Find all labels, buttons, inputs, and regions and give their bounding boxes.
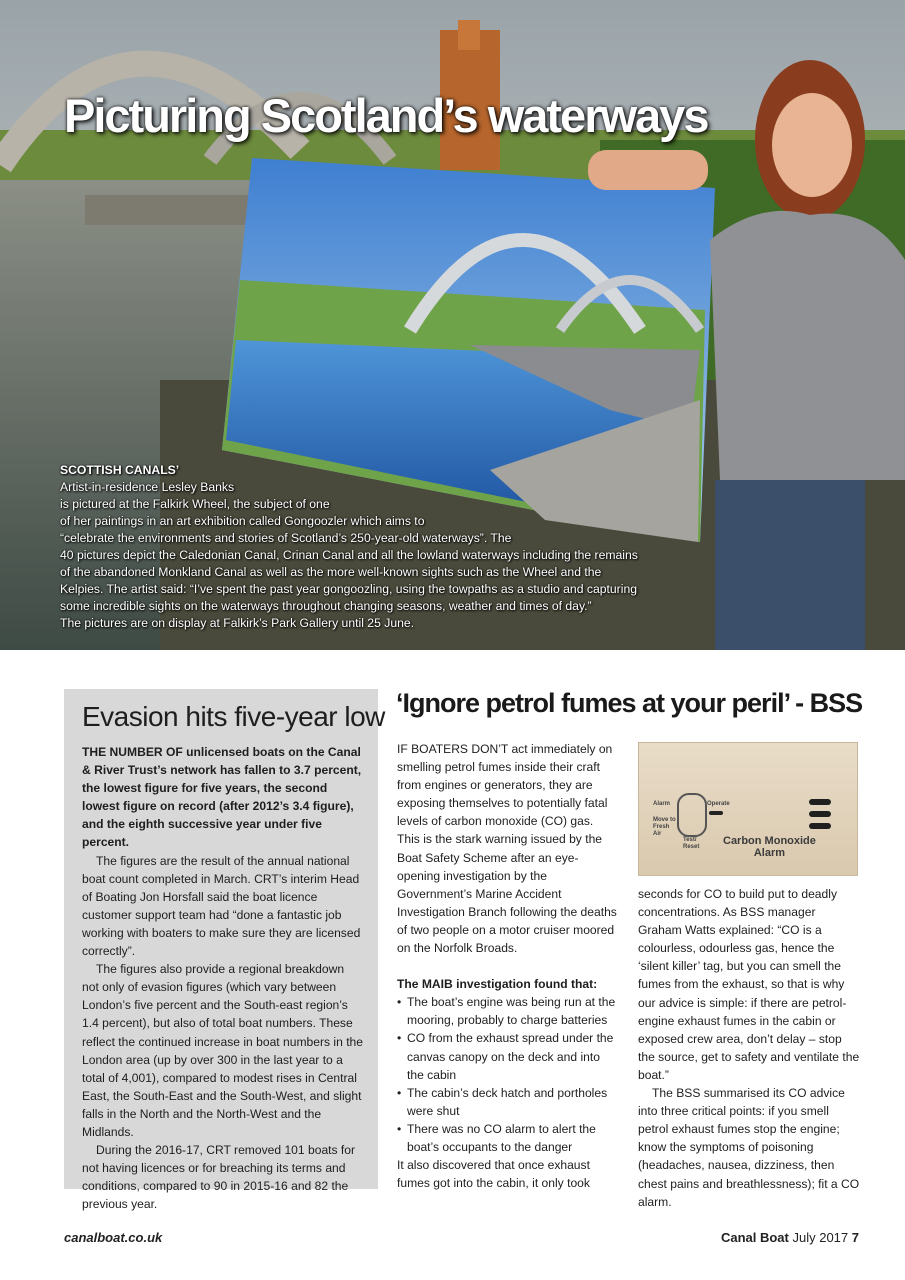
caption-line: 40 pictures depict the Caledonian Canal, Crinan Canal and all the lowland waterways including the remains: [60, 548, 638, 562]
caption-line: “celebrate the environments and stories of Scotland’s 250-year-old waterways”. The: [60, 531, 512, 545]
alarm-brand-line1: Carbon Monoxide: [723, 835, 816, 847]
led-icon: [709, 811, 723, 815]
bss-after-list: It also discovered that once exhaust fumes got into the cabin, it only took: [397, 1158, 590, 1191]
evasion-lead-caps: THE NUMBER OF: [82, 745, 183, 759]
caption-line: Kelpies. The artist said: “I’ve spent the past year gongoozling, using the towpaths as a studio and capturing: [60, 582, 638, 596]
evasion-paragraph: The figures also provide a regional breakdown not only of evasion figures (which vary between London’s five percent and the South-east region’s 1.4 percent), but also of total boat numbers. These reflect the continued increase in boat numbers in the London area (up by over 300 in the last year to a total of 4,001), compared to modest rises in Central East, the South-East and the South-West, and slight falls in the North and the North-West and the Midlands.: [82, 962, 364, 1139]
page-footer: [721, 1230, 859, 1245]
caption-line: of her paintings in an art exhibition called Gongoozler which aims to: [60, 514, 425, 528]
findings-heading: The MAIB investigation found that:: [397, 977, 598, 992]
move-label: Move to Fresh Air: [653, 817, 676, 837]
evasion-lead-rest: unlicensed boats on the Canal & River Trust’s network has fallen to 3.7 percent, the lowest figure for five years, the second lowest figure on record (after 2012’s 3.4 figure), and the eighth successive year under five percent.: [82, 745, 362, 850]
bss-title: ‘Ignore petrol fumes at your peril’ - BSS: [396, 688, 863, 718]
bss-column-2: [638, 885, 860, 1211]
alarm-brand: [723, 835, 816, 859]
list-item: • The boat’s engine was being run at the mooring, probably to charge batteries: [397, 993, 619, 1029]
evasion-lead: [82, 743, 364, 852]
list-item: • The cabin’s deck hatch and portholes were shut: [397, 1084, 619, 1120]
site-url: canalboat.co.uk: [64, 1230, 163, 1245]
alarm-button-icon: [677, 793, 707, 837]
page-number: 7: [851, 1230, 859, 1245]
alarm-brand-line2: Alarm: [753, 847, 786, 859]
headline: Picturing Scotland’s waterways: [64, 89, 708, 142]
list-item: • There was no CO alarm to alert the boat’s occupants to the danger: [397, 1120, 619, 1156]
evasion-body: [82, 743, 364, 1213]
evasion-title: Evasion hits five-year low: [82, 701, 385, 732]
caption-line: some incredible sights on the waterways throughout changing seasons, weather and times of day.”: [60, 599, 592, 613]
caption-line: of the abandoned Monkland Canal as well as the more well-known sights such as the Wheel and the: [60, 565, 602, 579]
caption-lead: SCOTTISH CANALS’: [60, 463, 180, 477]
photo-caption: [60, 462, 650, 632]
evasion-sidebar: [64, 689, 385, 1212]
bss-paragraph: The BSS summarised its CO advice into three critical points: if you smell petrol exhaust fumes stop the engine; know the symptoms of poisoning (headaches, nausea, dizziness, then chest pains and breathlessness); fit a CO alarm.: [638, 1086, 860, 1209]
alarm-label: Alarm: [653, 801, 671, 807]
evasion-paragraph: During the 2016-17, CRT removed 101 boats for not having licences or for breaching its terms and conditions, compared to 90 in 2015-16 and 82 the previous year.: [82, 1143, 356, 1212]
caption-line: is pictured at the Falkirk Wheel, the subject of one: [60, 497, 330, 511]
caption-line: Artist-in-residence Lesley Banks: [60, 480, 235, 494]
vent-slot-icon: [809, 811, 831, 817]
findings-list: [397, 993, 619, 1156]
publication-name: Canal Boat: [720, 1230, 789, 1245]
caption-line: The pictures are on display at Falkirk’s Park Gallery until 25 June.: [60, 616, 415, 630]
issue-date: July 2017: [792, 1230, 849, 1245]
vent-slot-icon: [809, 823, 831, 829]
bss-intro: IF BOATERS DON’T act immediately on smelling petrol fumes inside their craft from engines or generators, they are exposing themselves to potentially fatal levels of carbon monoxide (CO) gas. This is the stark warning issued by the Boat Safety Scheme after an eye-opening investigation by the Government’s Marine Accident Investigation Branch following the deaths of two people on a motor cruiser moored on the Norfolk Broads.: [397, 742, 617, 956]
vent-slot-icon: [809, 799, 831, 805]
bss-paragraph: seconds for CO to build put to deadly concentrations. As BSS manager Graham Watts explained: “CO is a colourless, odourless gas, hence the ‘silent killer’ tag, but you can smell the fumes from the exhaust, so that is why our advice is simple: if there are petrol-engine exhaust fumes in the cabin or exposed crew area, don’t delay – stop the source, get to safety and ventilate the boat.”: [638, 887, 860, 1082]
bss-column-1: [397, 740, 619, 1192]
evasion-paragraph: The figures are the result of the annual national boat count completed in March. CRT’s interim Head of Boating Jon Horsfall said the boat licence customer support team had “done a fantastic job working with boaters to make sure they are licensed correctly”.: [82, 853, 361, 959]
test-label: Test/ Reset: [683, 837, 700, 850]
list-item: • CO from the exhaust spread under the canvas canopy on the deck and into the cabin: [397, 1029, 619, 1083]
operate-label: Operate: [707, 801, 730, 807]
co-alarm-photo: [638, 742, 858, 876]
